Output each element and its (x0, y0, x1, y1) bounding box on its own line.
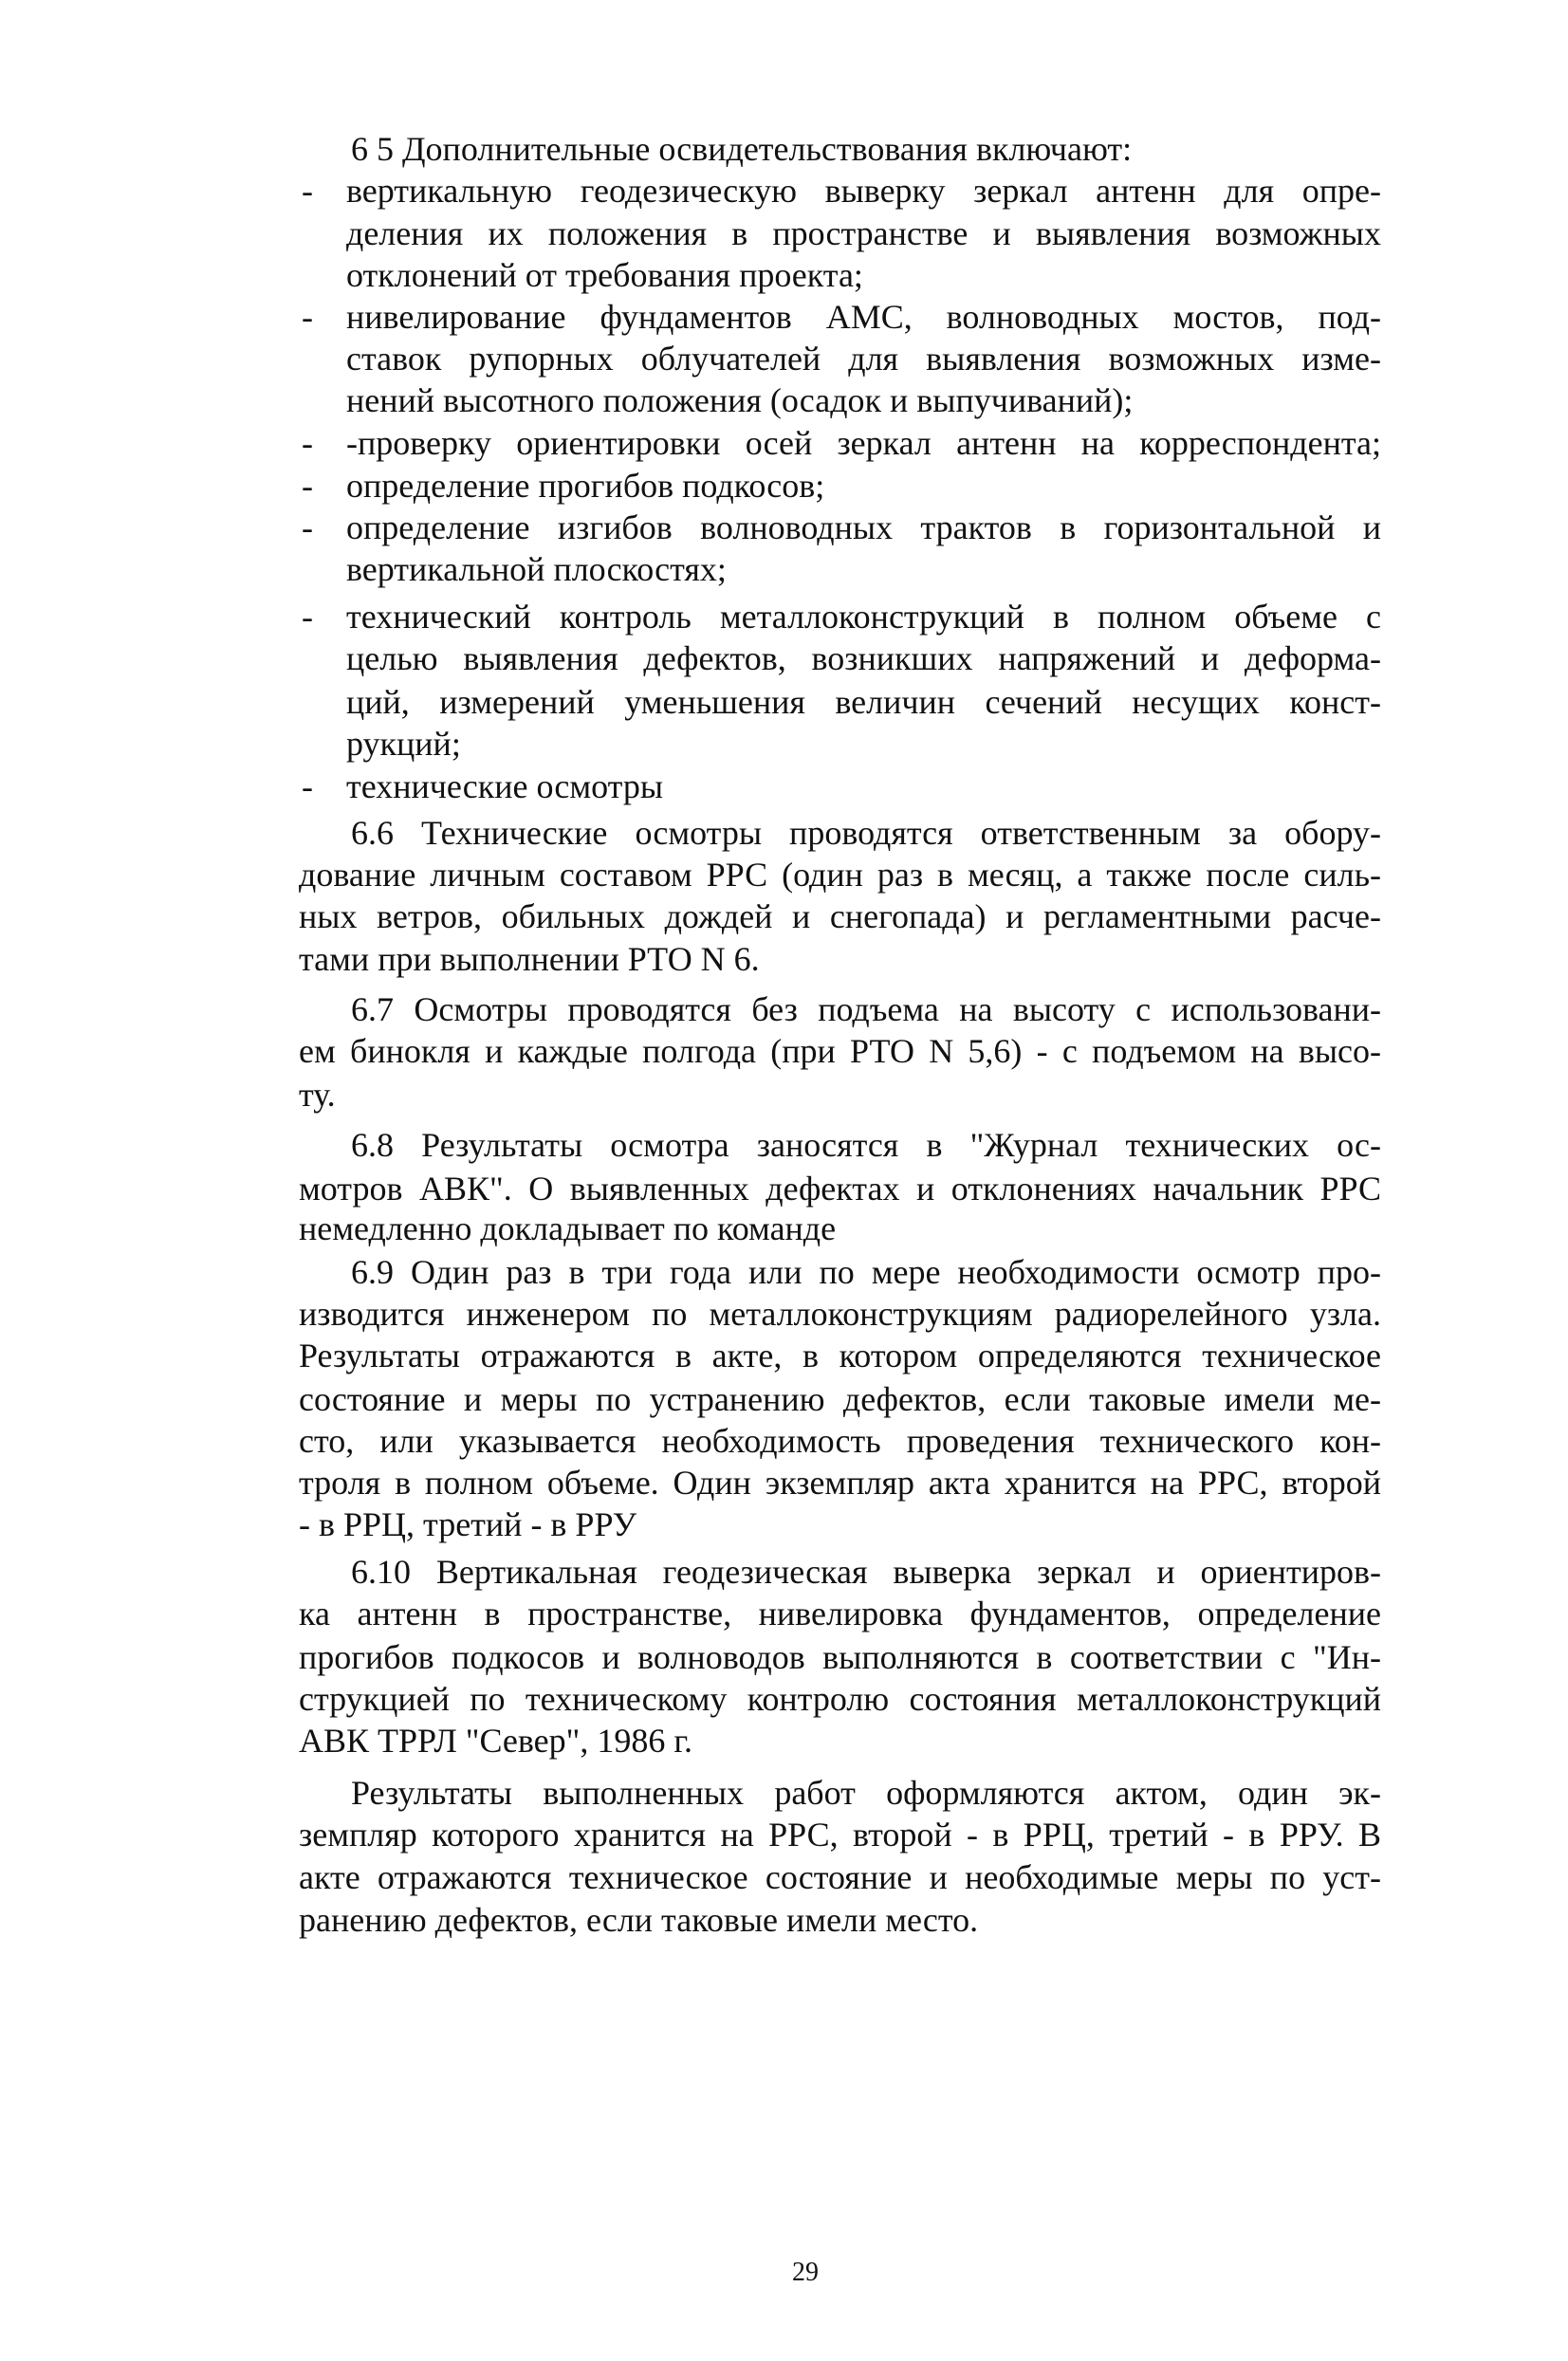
bullet-item-text: -проверку ориентировки осей зеркал антенн на корреспондента; (346, 424, 1381, 462)
text-line: ций, измерений уменьшения величин сечений несущих конст- (346, 683, 1381, 721)
text-line: ту. (299, 1076, 336, 1114)
bullet-item-text: определение прогибов подкосов; (346, 467, 825, 505)
bullet-dash: - (302, 467, 313, 505)
text-line: сто, или указывается необходимость проведения технического кон- (299, 1422, 1381, 1460)
bullet-dash: - (302, 424, 313, 462)
text-line: 6.7 Осмотры проводятся без подъема на высоту с использовани- (351, 990, 1381, 1028)
text-line: немедленно докладывает по команде (299, 1209, 837, 1247)
text-line: земпляр которого хранится на РРС, второй - в РРЦ, третий - в РРУ. В (299, 1816, 1381, 1854)
text-line: ранению дефектов, если таковые имели место. (299, 1901, 979, 1939)
page-number: 29 (792, 2258, 819, 2287)
text-line: 6.8 Результаты осмотра заносятся в "Журнал технических ос- (351, 1126, 1381, 1164)
text-line: троля в полном объеме. Один экземпляр акта хранится на РРС, второй (299, 1464, 1381, 1502)
bullet-dash: - (302, 767, 313, 805)
bullet-dash: - (302, 598, 313, 636)
text-line: рукций; (346, 725, 461, 763)
text-line: 6.6 Технические осмотры проводятся ответственным за обору- (351, 814, 1381, 852)
text-line: тами при выполнении РТО N 6. (299, 940, 760, 978)
text-line: изводится инженером по металлоконструкциям радиорелейного узла. (299, 1295, 1381, 1333)
text-line: отклонений от требования проекта; (346, 256, 863, 294)
bullet-dash: - (302, 172, 313, 210)
text-line: Результаты выполненных работ оформляются актом, один эк- (351, 1774, 1381, 1812)
bullet-dash: - (302, 508, 313, 546)
bullet-item-text: вертикальную геодезическую выверку зеркал антенн для опре- (346, 172, 1381, 210)
text-line: вертикальной плоскостях; (346, 550, 727, 588)
bullet-item-text: определение изгибов волноводных трактов в горизонтальной и (346, 508, 1381, 546)
bullet-item-text: технический контроль металлоконструкций в полном объеме с (346, 598, 1381, 636)
text-line: 6 5 Дополнительные освидетельствования включают: (351, 130, 1133, 168)
text-line: ка антенн в пространстве, нивелировка фундаментов, определение (299, 1595, 1381, 1632)
bullet-item-text: технические осмотры (346, 767, 664, 805)
text-line: 6.9 Один раз в три года или по мере необходимости осмотр про- (351, 1253, 1381, 1291)
text-line: дование личным составом РРС (один раз в месяц, а также после силь- (299, 856, 1381, 894)
text-line: целью выявления дефектов, возникших напряжений и деформа- (346, 639, 1381, 677)
text-line: мотров АВК". О выявленных дефектах и отклонениях начальник РРС (299, 1170, 1381, 1208)
bullet-dash: - (302, 298, 313, 336)
text-line: АВК ТРРЛ "Север", 1986 г. (299, 1722, 693, 1760)
text-line: ных ветров, обильных дождей и снегопада) и регламентными расче- (299, 897, 1381, 935)
text-line: состояние и меры по устранению дефектов, если таковые имели ме- (299, 1380, 1381, 1418)
text-line: нений высотного положения (осадок и выпучиваний); (346, 381, 1134, 419)
bullet-item-text: нивелирование фундаментов АМС, волноводных мостов, под- (346, 298, 1381, 336)
text-line: ем бинокля и каждые полгода (при РТО N 5,6) - с подъемом на высо- (299, 1032, 1381, 1070)
text-line: деления их положения в пространстве и выявления возможных (346, 214, 1381, 252)
text-line: струкцией по техническому контролю состояния металлоконструкций (299, 1680, 1381, 1718)
text-line: - в РРЦ, третий - в РРУ (299, 1505, 637, 1543)
text-line: акте отражаются техническое состояние и необходимые меры по уст- (299, 1858, 1381, 1896)
text-line: Результаты отражаются в акте, в котором определяются техническое (299, 1337, 1381, 1374)
text-line: ставок рупорных облучателей для выявления возможных изме- (346, 340, 1381, 378)
text-line: прогибов подкосов и волноводов выполняются в соответствии с "Ин- (299, 1638, 1381, 1676)
text-line: 6.10 Вертикальная геодезическая выверка зеркал и ориентиров- (351, 1553, 1381, 1591)
